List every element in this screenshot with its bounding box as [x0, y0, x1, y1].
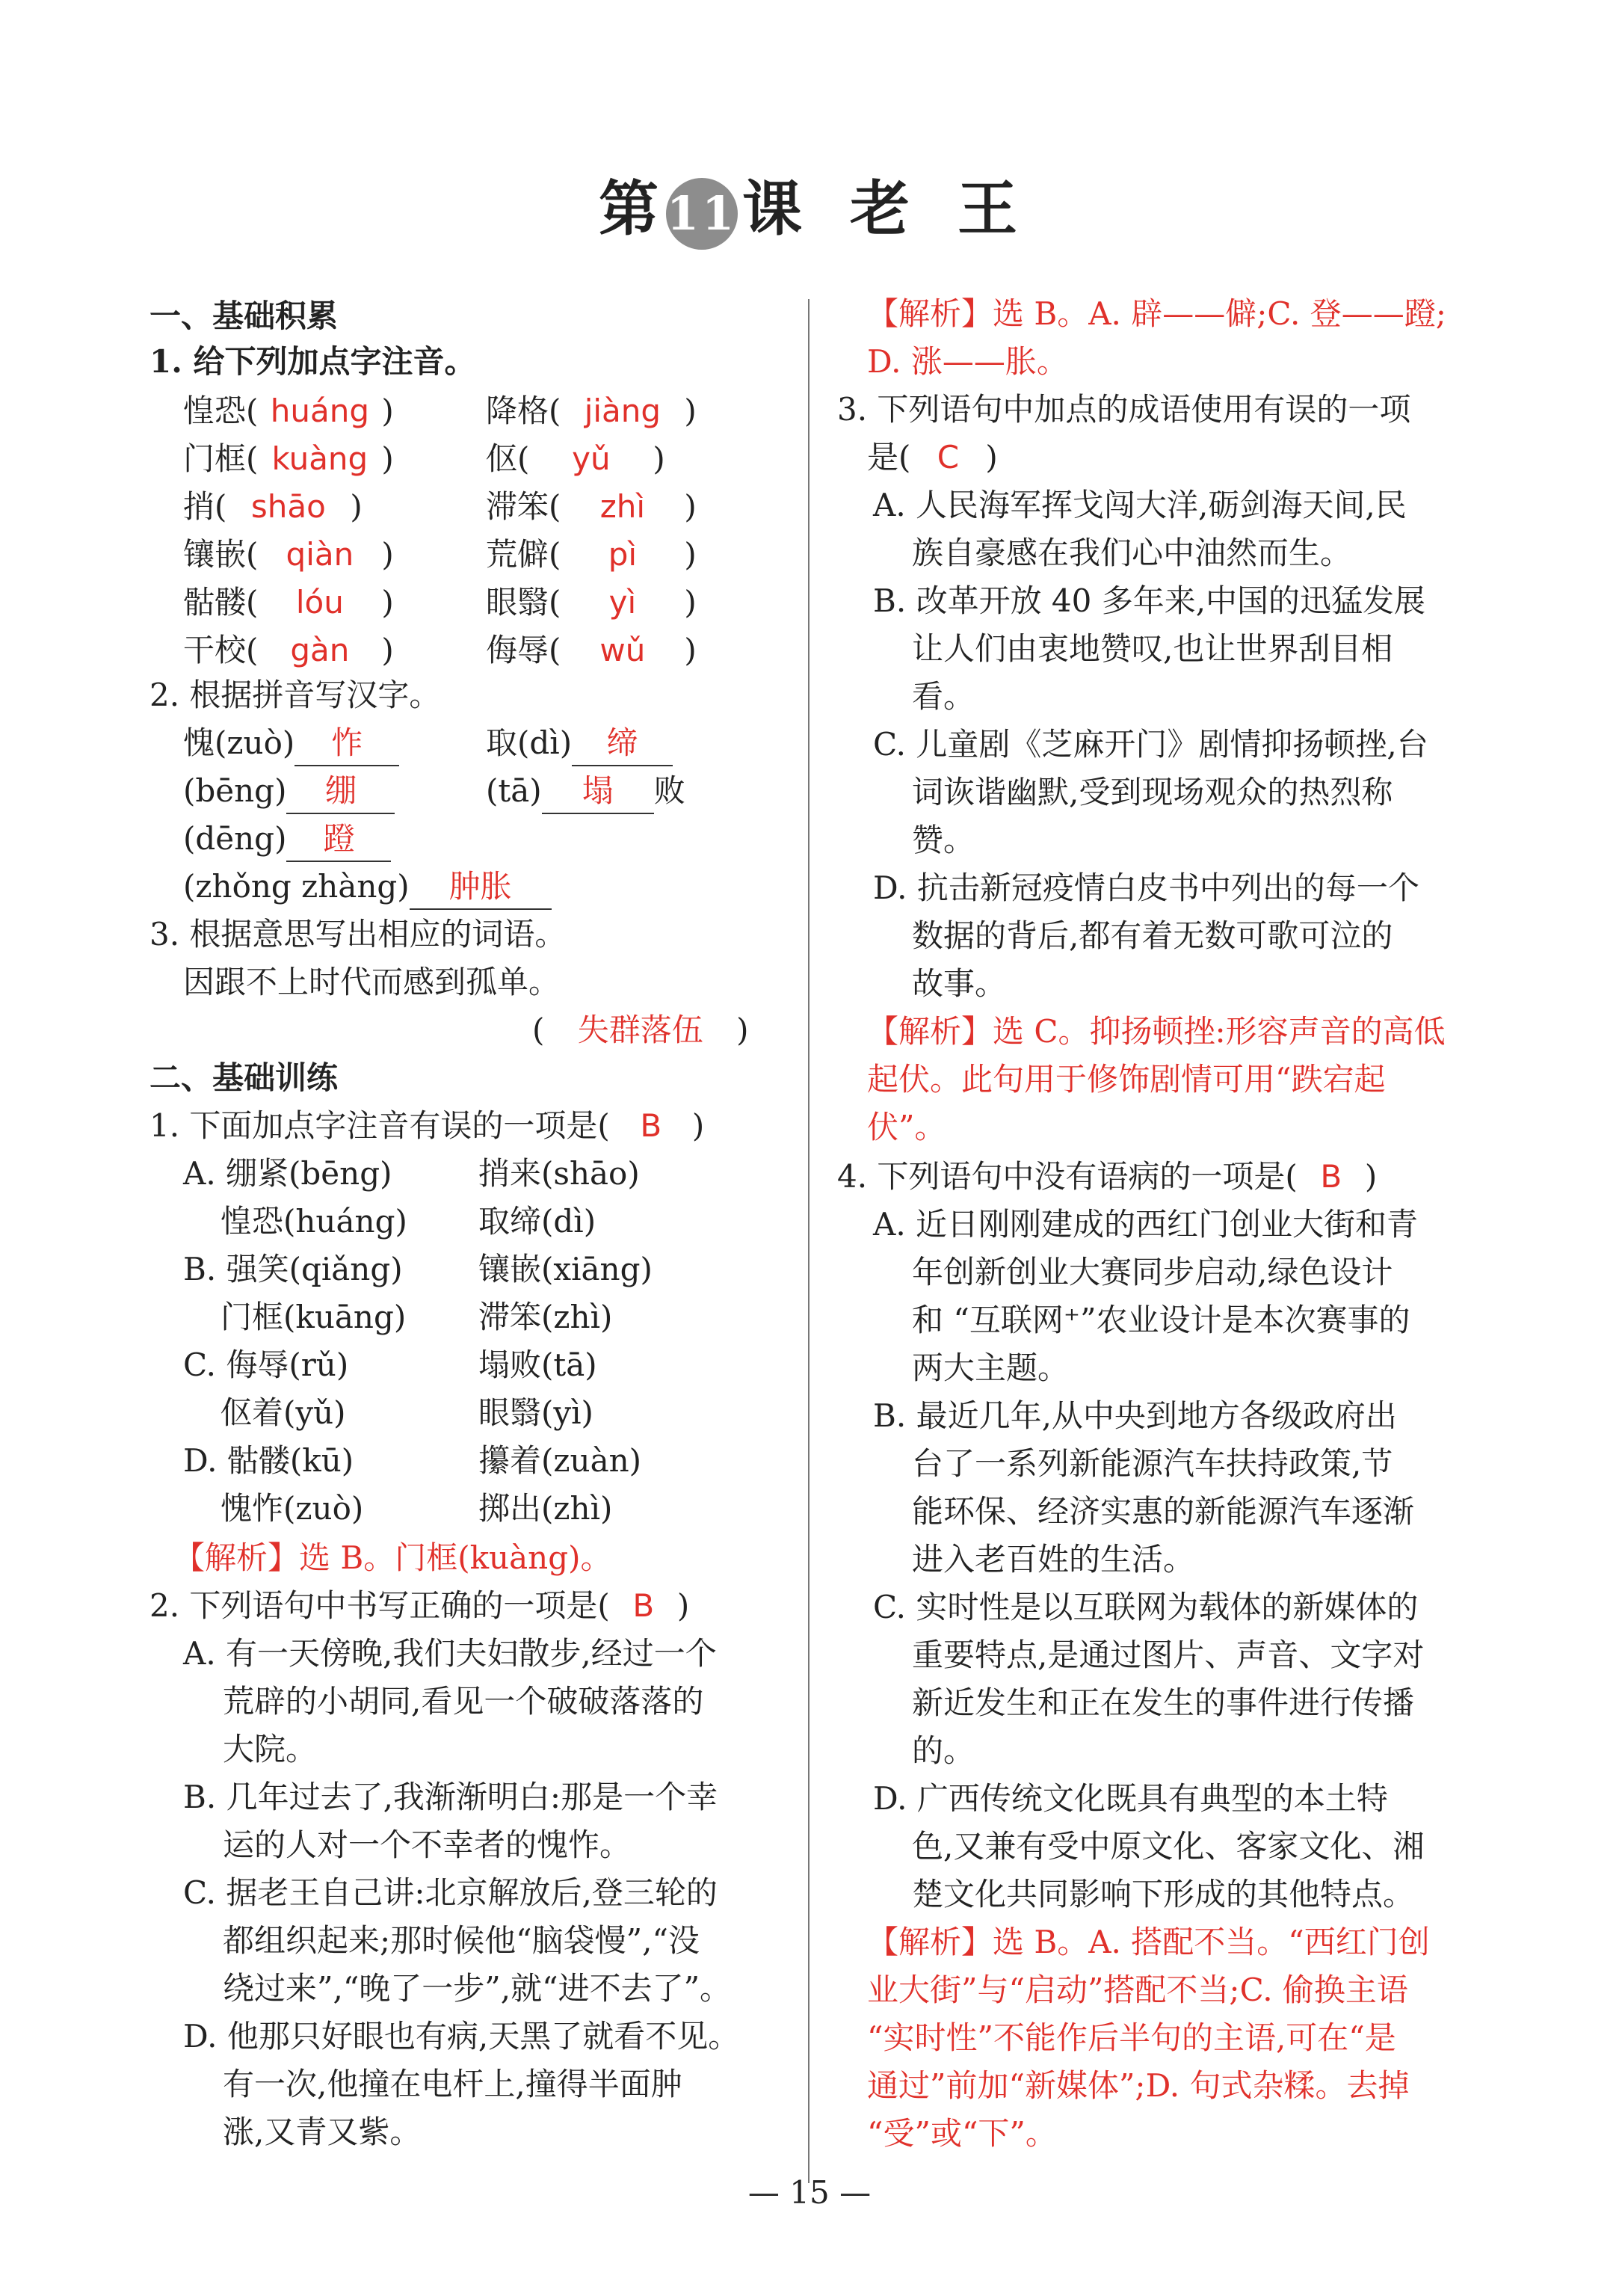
pinyin-close: ): [684, 584, 697, 621]
write-item-6-prompt: (zhǒng zhàng): [183, 868, 410, 905]
option-item: 惶恐(huáng): [221, 1203, 407, 1240]
option-item: 掷出(zhì): [478, 1490, 613, 1527]
explanation-2-line-1: 【解析】选 B。A. 辟——僻;C. 登——蹬;: [867, 295, 1446, 332]
write-item-5-prompt: (dēng): [183, 820, 287, 857]
pinyin-answer: wǔ: [599, 632, 646, 668]
pinyin-answer: yì: [608, 584, 637, 621]
pinyin-close: ): [684, 632, 697, 668]
text-line: 起伏。此句用于修饰剧情可用“跌宕起: [867, 1061, 1386, 1098]
text-line: 台了一系列新能源汽车扶持政策,节: [912, 1445, 1393, 1482]
training-2-stem: [149, 1585, 689, 1627]
pinyin-word: 伛(: [486, 440, 530, 477]
write-item-2-answer: 缔: [572, 724, 673, 766]
pinyin-item: [486, 390, 697, 432]
training-1-explanation: 【解析】选 B。门框(kuàng)。: [173, 1539, 612, 1576]
pinyin-item: [183, 534, 394, 576]
pinyin-answer: gàn: [290, 632, 350, 668]
section-heading-1: 一、基础积累: [149, 298, 339, 334]
write-item-4: [486, 770, 685, 812]
option-item: 捎来(shāo): [478, 1155, 640, 1192]
option-item: C. 侮辱(rǔ): [183, 1346, 349, 1383]
text-line: C. 据老王自己讲:北京解放后,登三轮的: [183, 1874, 718, 1911]
pinyin-word: 镶嵌(: [183, 536, 259, 573]
text-line: 涨,又青又紫。: [223, 2114, 422, 2150]
training-1-stem-text: 1. 下面加点字注音有误的一项是(: [149, 1107, 610, 1144]
pinyin-item: [183, 438, 394, 480]
text-line: 进入老百姓的生活。: [912, 1541, 1195, 1578]
option-item: D. 骷髅(kū): [183, 1442, 354, 1479]
text-line: “实时性”不能作后半句的主语,可在“是: [867, 2019, 1396, 2056]
text-line: 看。: [912, 678, 975, 715]
pinyin-item: [183, 390, 394, 432]
pinyin-close: ): [684, 488, 697, 525]
write-item-2: [486, 722, 673, 764]
pinyin-answer: kuàng: [271, 440, 368, 477]
question-3-text: 因跟不上时代而感到孤单。: [183, 964, 561, 1000]
text-line: 能环保、经济实惠的新能源汽车逐渐: [912, 1493, 1415, 1530]
title-name-1: 老: [850, 173, 913, 244]
pinyin-answer: lóu: [295, 584, 344, 621]
explanation-2-line-2: D. 涨——胀。: [867, 343, 1068, 380]
text-line: 有一次,他撞在电杆上,撞得半面肿: [223, 2066, 682, 2102]
training-1-answer: B: [640, 1107, 662, 1144]
pinyin-word: 惶恐(: [183, 393, 259, 429]
text-line: D. 抗击新冠疫情白皮书中列出的每一个: [873, 870, 1419, 906]
text-line: A. 有一天傍晚,我们夫妇散步,经过一个: [183, 1635, 717, 1672]
question-r4-stem-text: 4. 下列语句中没有语病的一项是(: [837, 1158, 1298, 1195]
title-name-2: 王: [957, 173, 1020, 244]
pinyin-answer: pì: [608, 536, 638, 573]
question-r4-stem: [837, 1156, 1377, 1198]
text-line: 两大主题。: [912, 1349, 1070, 1386]
text-line: 族自豪感在我们心中油然而生。: [912, 535, 1352, 571]
question-1-text: 1. 给下列加点字注音。: [149, 343, 476, 380]
training-2-answer: B: [632, 1587, 655, 1624]
text-line: 的。: [912, 1732, 975, 1769]
pinyin-item: [486, 582, 697, 624]
pinyin-word: 门框(: [183, 440, 259, 477]
question-r4-close: ): [1364, 1158, 1378, 1195]
write-item-3: [183, 770, 395, 812]
text-line: B. 最近几年,从中央到地方各级政府出: [873, 1397, 1397, 1434]
write-item-6: [183, 866, 552, 908]
write-item-4-prompt: (tā): [486, 772, 542, 809]
text-line: 运的人对一个不幸者的愧怍。: [223, 1826, 632, 1863]
option-item: 攥着(zuàn): [478, 1442, 642, 1479]
pinyin-item: [486, 486, 697, 528]
option-item: 取缔(dì): [478, 1203, 596, 1240]
text-line: 重要特点,是通过图片、声音、文字对: [912, 1637, 1425, 1673]
text-line: 绕过来”,“晚了一步”,就“进不去了”。: [223, 1970, 732, 2007]
lesson-title: [0, 161, 1619, 250]
question-r3-stem-2-text: 是(: [867, 439, 911, 475]
pinyin-answer: yǔ: [572, 440, 611, 477]
pinyin-close: ): [350, 488, 363, 525]
text-line: 色,又兼有受中原文化、客家文化、湘: [912, 1828, 1425, 1865]
pinyin-word: 侮辱(: [486, 632, 561, 668]
write-item-1-prompt: 愧(zuò): [183, 724, 295, 761]
option-item: 镶嵌(xiāng): [478, 1251, 653, 1287]
pinyin-item: [183, 582, 394, 624]
text-line: 年创新创业大赛同步启动,绿色设计: [912, 1254, 1393, 1290]
question-r3-answer: C: [937, 439, 960, 475]
write-item-1-answer: 怍: [294, 724, 399, 766]
option-item: 愧怍(zuò): [221, 1490, 364, 1527]
pinyin-close: ): [684, 393, 697, 429]
pinyin-word: 干校(: [183, 632, 259, 668]
write-item-3-prompt: (bēng): [183, 772, 287, 809]
text-line: D. 他那只好眼也有病,天黑了就看不见。: [183, 2018, 740, 2055]
text-line: 伏”。: [867, 1109, 946, 1145]
pinyin-word: 捎(: [183, 488, 227, 525]
text-line: B. 改革开放 40 多年来,中国的迅猛发展: [873, 582, 1426, 619]
pinyin-item: [183, 630, 394, 671]
text-line: 【解析】选 B。A. 搭配不当。“西红门创: [867, 1924, 1430, 1960]
option-item: 塌败(tā): [478, 1346, 597, 1383]
write-item-4-suffix: 败: [653, 772, 685, 809]
write-item-1: [183, 722, 399, 764]
pinyin-answer: huáng: [270, 393, 370, 429]
pinyin-word: 滞笨(: [486, 488, 561, 525]
text-line: C. 实时性是以互联网为载体的新媒体的: [873, 1589, 1419, 1625]
text-line: 业大街”与“启动”搭配不当;C. 偷换主语: [867, 1972, 1408, 2008]
training-2-stem-text: 2. 下列语句中书写正确的一项是(: [149, 1587, 610, 1624]
pinyin-answer: qiàn: [286, 536, 354, 573]
training-1-close: ): [691, 1107, 705, 1144]
question-r3-stem: 3. 下列语句中加点的成语使用有误的一项: [837, 391, 1411, 428]
pinyin-word: 眼翳(: [486, 584, 561, 621]
text-line: 新近发生和正在发生的事件进行传播: [912, 1684, 1415, 1721]
text-line: 数据的背后,都有着无数可歌可泣的: [912, 917, 1393, 954]
training-1-stem: [149, 1105, 704, 1147]
question-1: [149, 341, 475, 383]
pinyin-item: [486, 438, 665, 480]
pinyin-close: ): [653, 440, 665, 477]
option-item: 伛着(yǔ): [221, 1394, 346, 1431]
lesson-number-badge: 11: [666, 178, 738, 250]
text-line: 赞。: [912, 822, 975, 858]
text-line: 词诙谐幽默,受到现场观众的热烈称: [912, 774, 1393, 810]
column-divider: [808, 299, 810, 2183]
pinyin-word: 骷髅(: [183, 584, 259, 621]
question-r3-stem-2: [867, 437, 998, 478]
text-line: 荒辟的小胡同,看见一个破破落落的: [223, 1683, 704, 1720]
write-item-5: [183, 818, 391, 860]
write-item-3-answer: 绷: [286, 772, 395, 814]
pinyin-word: 荒僻(: [486, 536, 561, 573]
pinyin-close: ): [684, 536, 697, 573]
write-item-6-answer: 肿胀: [410, 868, 552, 910]
pinyin-answer: jiàng: [584, 393, 662, 429]
text-line: A. 近日刚刚建成的西红门创业大街和青: [873, 1206, 1419, 1243]
option-item: 门框(kuāng): [221, 1299, 407, 1335]
text-line: 通过”前加“新媒体”;D. 句式杂糅。去掉: [867, 2067, 1410, 2104]
option-item: B. 强笑(qiǎng): [183, 1251, 403, 1287]
pinyin-close: ): [381, 632, 394, 668]
text-line: 和 “互联网⁺”农业设计是本次赛事的: [912, 1302, 1410, 1338]
text-line: 都组织起来;那时候他“脑袋慢”,“没: [223, 1922, 700, 1959]
question-3-answer: ( 失群落伍 ): [532, 1009, 749, 1051]
question-r3-close: ): [985, 439, 998, 475]
text-line: 楚文化共同影响下形成的其他特点。: [912, 1876, 1415, 1912]
pinyin-item: [183, 486, 363, 528]
pinyin-answer: zhì: [599, 488, 646, 525]
text-line: “受”或“下”。: [867, 2115, 1057, 2152]
option-item: 眼翳(yì): [478, 1394, 593, 1431]
page-number: — 15 —: [747, 2174, 872, 2211]
pinyin-close: ): [381, 536, 394, 573]
text-line: C. 儿童剧《芝麻开门》剧情抑扬顿挫,台: [873, 726, 1428, 763]
title-prefix: 第: [599, 173, 662, 244]
text-line: B. 几年过去了,我渐渐明白:那是一个幸: [183, 1779, 718, 1815]
training-2-close: ): [676, 1587, 690, 1624]
pinyin-word: 降格(: [486, 393, 561, 429]
text-line: 【解析】选 C。抑扬顿挫:形容声音的高低: [867, 1013, 1446, 1050]
question-3-answer-text: 失群落伍: [577, 1012, 703, 1048]
pinyin-answer: shāo: [250, 488, 326, 525]
question-3: 3. 根据意思写出相应的词语。: [149, 916, 567, 952]
pinyin-close: ): [381, 393, 394, 429]
section-heading-2: 二、基础训练: [149, 1059, 339, 1096]
write-item-4-answer: 塌: [542, 772, 654, 814]
question-2: 2. 根据拼音写汉字。: [149, 677, 441, 713]
write-item-2-prompt: 取(dì): [486, 724, 573, 761]
pinyin-item: [486, 630, 697, 671]
title-suffix: 课: [742, 173, 805, 244]
question-r4-answer: B: [1320, 1158, 1342, 1195]
pinyin-close: ): [381, 440, 394, 477]
option-item: A. 绷紧(bēng): [183, 1155, 392, 1192]
option-item: 滞笨(zhì): [478, 1299, 613, 1335]
text-line: 让人们由衷地赞叹,也让世界刮目相: [912, 630, 1393, 667]
write-item-5-answer: 蹬: [286, 820, 391, 862]
text-line: 大院。: [223, 1731, 318, 1767]
text-line: A. 人民海军挥戈闯大洋,砺剑海天间,民: [873, 487, 1407, 523]
pinyin-close: ): [381, 584, 394, 621]
text-line: D. 广西传统文化既具有典型的本土特: [873, 1780, 1388, 1817]
pinyin-item: [486, 534, 697, 576]
text-line: 故事。: [912, 965, 1007, 1002]
